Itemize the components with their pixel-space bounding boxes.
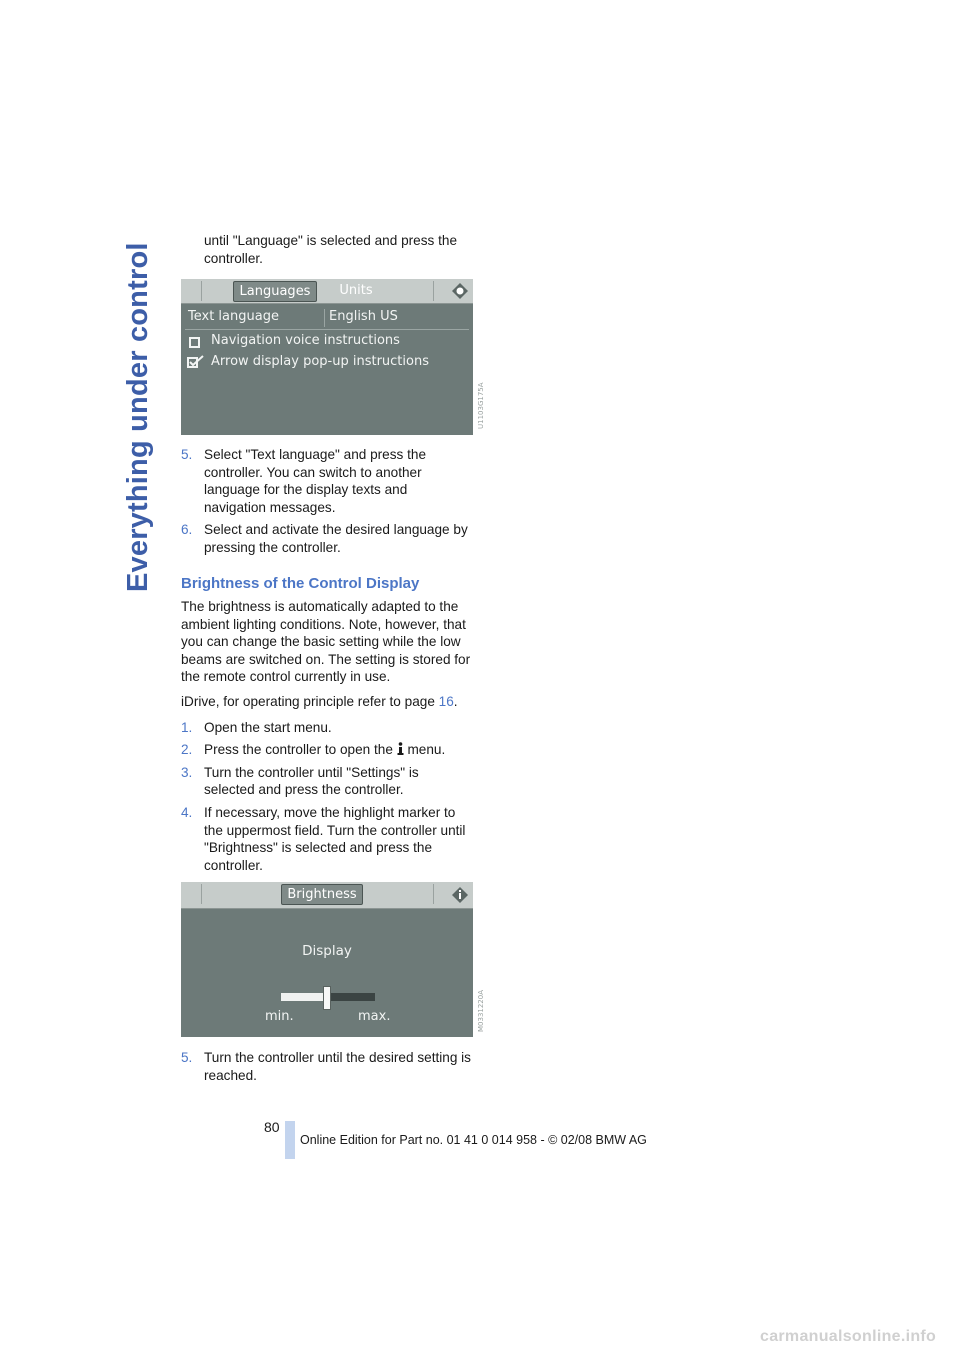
max-label: max. bbox=[358, 1009, 391, 1024]
steps-language bbox=[181, 446, 473, 557]
info-i-icon bbox=[397, 742, 404, 755]
intro-continuation: until "Language" is selected and press the controller. bbox=[204, 233, 457, 266]
step-number: 4. bbox=[181, 804, 193, 820]
brightness-slider bbox=[281, 991, 375, 1003]
footer-accent-bar bbox=[285, 1121, 295, 1159]
min-label: min. bbox=[265, 1009, 294, 1024]
section-paragraph: The brightness is automatically adapted to the ambient lighting conditions. Note, however, that you can change the basic setting while the low beams are switched on. The setting is stored for the remote control currently in use. bbox=[181, 599, 471, 685]
list-item bbox=[181, 521, 473, 556]
list-item bbox=[181, 804, 473, 874]
checkbox-checked-icon bbox=[187, 355, 205, 369]
image-code: M0331220A bbox=[477, 989, 485, 1032]
step-text: Turn the controller until "Settings" is selected and press the controller. bbox=[204, 764, 419, 798]
step-number: 6. bbox=[181, 522, 193, 538]
step-number: 2. bbox=[181, 742, 193, 758]
side-section-title bbox=[122, 232, 158, 592]
slider-knob bbox=[323, 986, 331, 1010]
page-link[interactable]: 16 bbox=[438, 693, 454, 709]
step-number: 1. bbox=[181, 719, 193, 735]
intro-block bbox=[181, 232, 473, 267]
step-text: menu. bbox=[403, 742, 446, 758]
screen-languages-tabbar bbox=[181, 279, 473, 304]
screen-languages bbox=[181, 279, 485, 435]
step-text: Open the start menu. bbox=[204, 719, 332, 735]
list-item bbox=[181, 719, 473, 737]
display-label: Display bbox=[302, 943, 352, 959]
info-icon bbox=[451, 886, 469, 904]
option-navigation-voice: Navigation voice instructions bbox=[211, 333, 400, 348]
column-divider bbox=[324, 309, 325, 327]
text-language-label: Text language bbox=[188, 309, 279, 324]
tab-separator bbox=[201, 884, 202, 904]
list-item bbox=[181, 1049, 473, 1084]
idrive-reference bbox=[181, 693, 473, 711]
row-divider bbox=[185, 329, 469, 330]
step-text: Press the controller to open the bbox=[204, 742, 397, 758]
step-text: Select and activate the desired language by pressing the controller. bbox=[204, 522, 468, 555]
step-number: 3. bbox=[181, 764, 193, 780]
navigation-diamond-icon bbox=[451, 282, 469, 300]
idrive-reference-text: iDrive, for operating principle refer to page bbox=[181, 693, 439, 709]
step-number: 5. bbox=[181, 447, 193, 462]
checkbox-unchecked-icon bbox=[189, 337, 200, 348]
slider-fill bbox=[281, 993, 326, 1001]
screen-brightness-tabbar bbox=[181, 882, 473, 909]
idrive-reference-end: . bbox=[453, 693, 458, 709]
screen-brightness bbox=[181, 882, 485, 1037]
list-item bbox=[181, 741, 473, 759]
brightness-section bbox=[181, 574, 473, 874]
tab-separator bbox=[433, 884, 434, 904]
tab-languages: Languages bbox=[233, 281, 317, 302]
tab-units: Units bbox=[339, 283, 373, 298]
footer-edition-text: Online Edition for Part no. 01 41 0 014 958 - © 02/08 BMW AG bbox=[300, 1133, 647, 1147]
page-number: 80 bbox=[264, 1119, 280, 1135]
tab-separator bbox=[201, 281, 202, 301]
section-heading: Brightness of the Control Display bbox=[181, 575, 420, 592]
text-language-value: English US bbox=[329, 309, 398, 324]
tab-brightness: Brightness bbox=[281, 884, 363, 905]
side-section-title-text: Everything under control bbox=[122, 242, 154, 592]
step-text: Select "Text language" and press the controller. You can switch to another language for the display texts and navigation messages. bbox=[204, 447, 427, 515]
step-text: Turn the controller until the desired setting is reached. bbox=[204, 1050, 471, 1083]
list-item bbox=[181, 764, 473, 799]
slider-remainder bbox=[326, 993, 375, 1001]
tab-separator bbox=[433, 281, 434, 301]
step-number: 5. bbox=[181, 1050, 193, 1065]
step-text: If necessary, move the highlight marker to the uppermost field. Turn the controller until "Brightness" is selected and press the controller. bbox=[204, 804, 466, 873]
option-arrow-display: Arrow display pop-up instructions bbox=[211, 354, 429, 369]
watermark-text: carmanualsonline.info bbox=[760, 1328, 937, 1345]
image-code: U1103G175A bbox=[477, 382, 485, 429]
steps-brightness bbox=[181, 1049, 473, 1084]
list-item bbox=[181, 446, 473, 516]
